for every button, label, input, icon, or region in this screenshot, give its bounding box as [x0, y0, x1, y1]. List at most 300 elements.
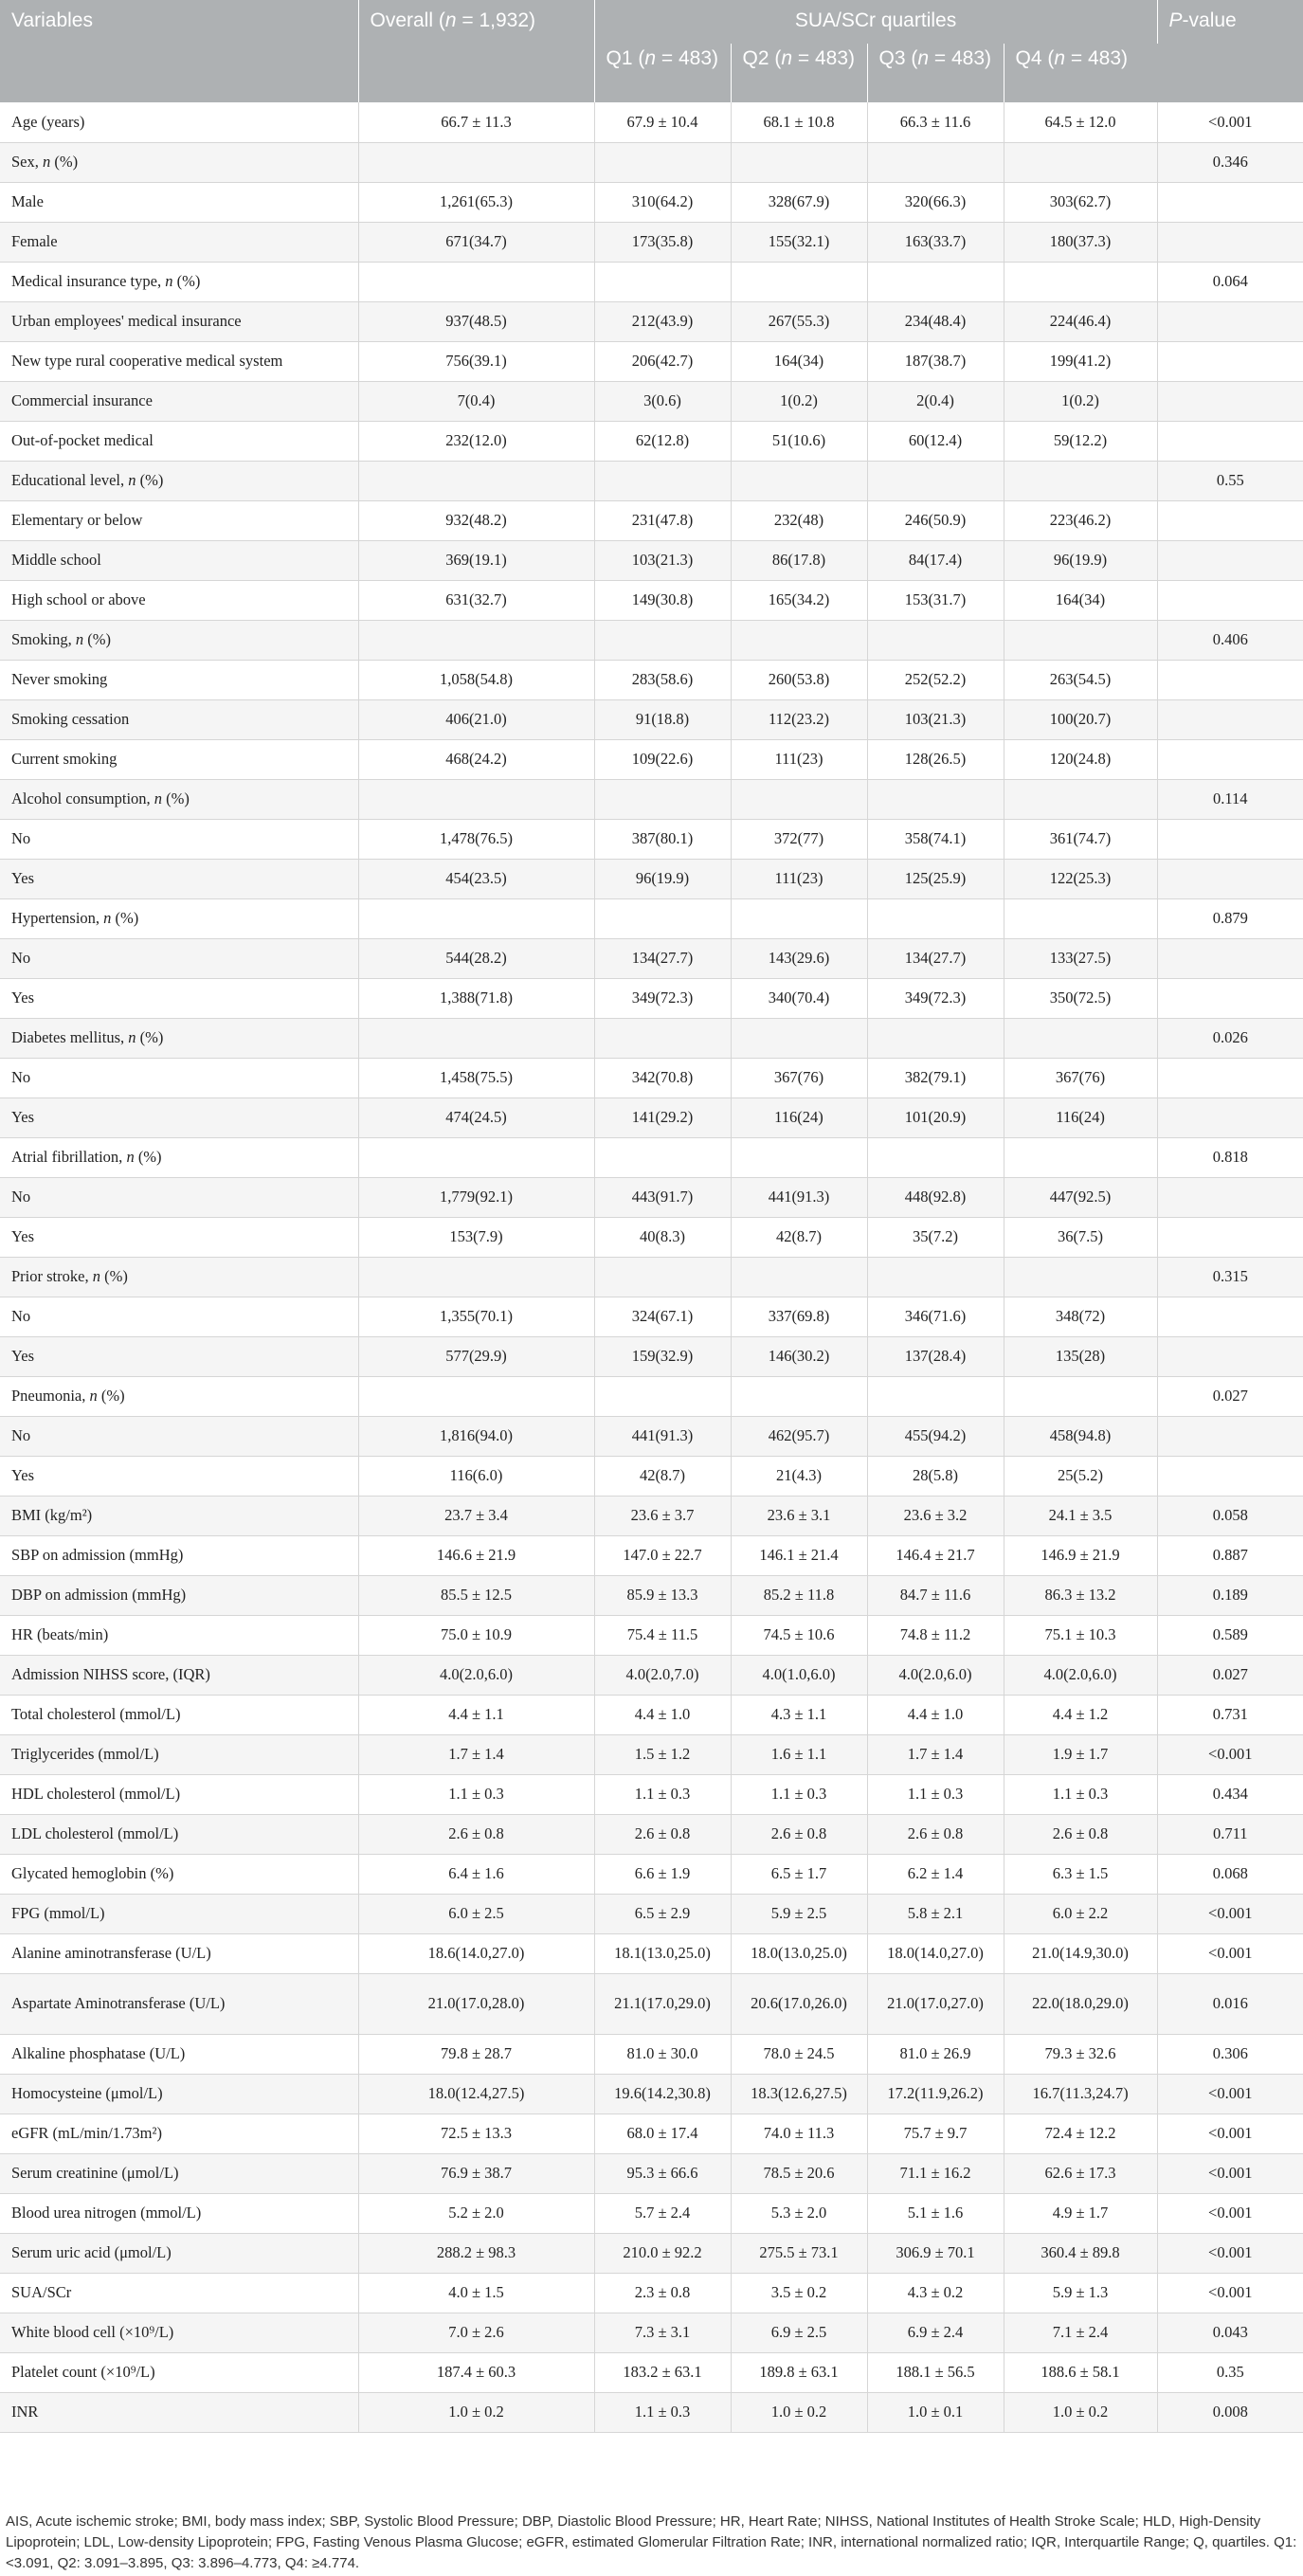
q3-cell: 163(33.7)	[867, 222, 1004, 262]
table-row	[0, 1535, 1303, 1575]
variable-cell: New type rural cooperative medical system	[0, 341, 358, 381]
q2-cell: 68.1 ± 10.8	[731, 102, 867, 142]
q4-cell: 1.9 ± 1.7	[1004, 1734, 1157, 1774]
variable-cell: No	[0, 1297, 358, 1336]
q1-cell: 173(35.8)	[594, 222, 731, 262]
overall-cell: 85.5 ± 12.5	[358, 1575, 594, 1615]
p-value-cell: 0.711	[1157, 1814, 1303, 1854]
p-value-cell: <0.001	[1157, 2113, 1303, 2153]
overall-cell: 406(21.0)	[358, 699, 594, 739]
p-value-cell: <0.001	[1157, 2233, 1303, 2273]
table-footnote: AIS, Acute ischemic stroke; BMI, body mass index; SBP, Systolic Blood Pressure; DBP, Diastolic Blood Pressure; HR, Heart Rate; NIHSS, National Institutes of Health Stroke Scale; HLD, High-Density Lipoprotein; LDL, Low-density Lipoprotein; FPG, Fasting Venous Plasma Glucose; eGFR, estimated Glomerular Filtration Rate; INR, international normalized ratio; IQR, Interquartile Range; Q, quartiles. Q1: <3.091, Q2: 3.091–3.895, Q3: 3.896–4.773, Q4: ≥4.774.	[6, 2513, 1297, 2571]
table-row	[0, 341, 1303, 381]
q1-cell: 85.9 ± 13.3	[594, 1575, 731, 1615]
q3-cell: 234(48.4)	[867, 301, 1004, 341]
q2-cell	[731, 620, 867, 660]
table-row	[0, 2392, 1303, 2432]
q2-cell: 5.3 ± 2.0	[731, 2193, 867, 2233]
variable-cell: FPG (mmol/L)	[0, 1894, 358, 1933]
overall-cell: 79.8 ± 28.7	[358, 2034, 594, 2074]
q3-cell: 1.7 ± 1.4	[867, 1734, 1004, 1774]
q2-cell: 85.2 ± 11.8	[731, 1575, 867, 1615]
table-row	[0, 938, 1303, 978]
q2-cell: 18.3(12.6,27.5)	[731, 2074, 867, 2113]
q3-cell: 84.7 ± 11.6	[867, 1575, 1004, 1615]
q4-cell: 303(62.7)	[1004, 182, 1157, 222]
variable-cell: Sex, n (%)	[0, 142, 358, 182]
p-value-cell: <0.001	[1157, 1734, 1303, 1774]
q4-cell	[1004, 461, 1157, 500]
q4-cell: 4.0(2.0,6.0)	[1004, 1655, 1157, 1695]
q1-cell	[594, 898, 731, 938]
q4-cell: 5.9 ± 1.3	[1004, 2273, 1157, 2313]
q2-cell: 275.5 ± 73.1	[731, 2233, 867, 2273]
q4-cell: 1.1 ± 0.3	[1004, 1774, 1157, 1814]
q1-cell: 23.6 ± 3.7	[594, 1496, 731, 1535]
q1-cell: 4.4 ± 1.0	[594, 1695, 731, 1734]
overall-cell: 75.0 ± 10.9	[358, 1615, 594, 1655]
variable-cell: Out-of-pocket medical	[0, 421, 358, 461]
q3-cell: 4.0(2.0,6.0)	[867, 1655, 1004, 1695]
q1-cell: 4.0(2.0,7.0)	[594, 1655, 731, 1695]
table-row	[0, 699, 1303, 739]
overall-cell: 187.4 ± 60.3	[358, 2352, 594, 2392]
q3-cell	[867, 898, 1004, 938]
q3-cell: 134(27.7)	[867, 938, 1004, 978]
p-value-cell	[1157, 500, 1303, 540]
overall-cell: 6.0 ± 2.5	[358, 1894, 594, 1933]
q4-cell: 79.3 ± 32.6	[1004, 2034, 1157, 2074]
q1-cell	[594, 142, 731, 182]
variable-cell: DBP on admission (mmHg)	[0, 1575, 358, 1615]
variable-cell: No	[0, 938, 358, 978]
q3-cell	[867, 620, 1004, 660]
overall-cell: 1,261(65.3)	[358, 182, 594, 222]
overall-cell: 72.5 ± 13.3	[358, 2113, 594, 2153]
q4-cell: 133(27.5)	[1004, 938, 1157, 978]
p-value-cell: 0.315	[1157, 1257, 1303, 1297]
q4-cell: 447(92.5)	[1004, 1177, 1157, 1217]
overall-cell: 4.0 ± 1.5	[358, 2273, 594, 2313]
p-value-cell	[1157, 1297, 1303, 1336]
table-row	[0, 779, 1303, 819]
q2-cell: 328(67.9)	[731, 182, 867, 222]
table-row	[0, 859, 1303, 898]
q1-cell: 68.0 ± 17.4	[594, 2113, 731, 2153]
q2-cell: 155(32.1)	[731, 222, 867, 262]
q3-cell: 21.0(17.0,27.0)	[867, 1973, 1004, 2034]
p-value-cell: 0.879	[1157, 898, 1303, 938]
q3-cell: 349(72.3)	[867, 978, 1004, 1018]
overall-cell: 544(28.2)	[358, 938, 594, 978]
overall-cell: 369(19.1)	[358, 540, 594, 580]
table-row	[0, 540, 1303, 580]
p-value-cell	[1157, 222, 1303, 262]
p-value-cell: 0.189	[1157, 1575, 1303, 1615]
q2-cell: 78.5 ± 20.6	[731, 2153, 867, 2193]
variable-cell: Admission NIHSS score, (IQR)	[0, 1655, 358, 1695]
overall-cell: 5.2 ± 2.0	[358, 2193, 594, 2233]
p-value-cell: 0.043	[1157, 2313, 1303, 2352]
variable-cell: Male	[0, 182, 358, 222]
variable-cell: Smoking, n (%)	[0, 620, 358, 660]
q1-cell: 342(70.8)	[594, 1058, 731, 1098]
q2-cell: 1(0.2)	[731, 381, 867, 421]
q1-cell: 62(12.8)	[594, 421, 731, 461]
q3-cell: 146.4 ± 21.7	[867, 1535, 1004, 1575]
p-value-cell	[1157, 381, 1303, 421]
q3-cell: 5.1 ± 1.6	[867, 2193, 1004, 2233]
q1-cell: 91(18.8)	[594, 699, 731, 739]
table-row	[0, 1774, 1303, 1814]
variable-cell: Yes	[0, 1456, 358, 1496]
variable-cell: INR	[0, 2392, 358, 2432]
q4-cell: 86.3 ± 13.2	[1004, 1575, 1157, 1615]
overall-cell: 1.7 ± 1.4	[358, 1734, 594, 1774]
q4-cell: 16.7(11.3,24.7)	[1004, 2074, 1157, 2113]
q3-cell: 84(17.4)	[867, 540, 1004, 580]
table-row	[0, 2193, 1303, 2233]
p-value-cell: 0.114	[1157, 779, 1303, 819]
q4-cell: 2.6 ± 0.8	[1004, 1814, 1157, 1854]
overall-cell: 1,388(71.8)	[358, 978, 594, 1018]
q1-cell: 212(43.9)	[594, 301, 731, 341]
q1-cell: 109(22.6)	[594, 739, 731, 779]
q2-cell: 189.8 ± 63.1	[731, 2352, 867, 2392]
q1-cell: 81.0 ± 30.0	[594, 2034, 731, 2074]
q2-cell: 20.6(17.0,26.0)	[731, 1973, 867, 2034]
p-value-cell: 0.068	[1157, 1854, 1303, 1894]
p-value-cell	[1157, 859, 1303, 898]
q2-cell: 5.9 ± 2.5	[731, 1894, 867, 1933]
overall-cell: 76.9 ± 38.7	[358, 2153, 594, 2193]
overall-cell: 146.6 ± 21.9	[358, 1535, 594, 1575]
p-value-cell: <0.001	[1157, 2273, 1303, 2313]
q3-cell	[867, 1018, 1004, 1058]
q2-cell: 74.5 ± 10.6	[731, 1615, 867, 1655]
p-value-cell: 0.887	[1157, 1535, 1303, 1575]
p-value-cell	[1157, 1217, 1303, 1257]
q4-cell: 361(74.7)	[1004, 819, 1157, 859]
q4-cell: 350(72.5)	[1004, 978, 1157, 1018]
overall-cell: 7.0 ± 2.6	[358, 2313, 594, 2352]
q4-cell: 62.6 ± 17.3	[1004, 2153, 1157, 2193]
overall-cell: 23.7 ± 3.4	[358, 1496, 594, 1535]
q1-cell: 310(64.2)	[594, 182, 731, 222]
overall-cell	[358, 1376, 594, 1416]
q1-cell: 21.1(17.0,29.0)	[594, 1973, 731, 2034]
q4-cell: 263(54.5)	[1004, 660, 1157, 699]
variable-cell: Middle school	[0, 540, 358, 580]
q3-cell	[867, 461, 1004, 500]
variable-cell: No	[0, 1177, 358, 1217]
q2-cell: 74.0 ± 11.3	[731, 2113, 867, 2153]
variable-cell: Current smoking	[0, 739, 358, 779]
table-row	[0, 898, 1303, 938]
variable-cell: Alcohol consumption, n (%)	[0, 779, 358, 819]
q4-cell: 64.5 ± 12.0	[1004, 102, 1157, 142]
q3-cell	[867, 262, 1004, 301]
table-row	[0, 739, 1303, 779]
p-value-cell: 0.306	[1157, 2034, 1303, 2074]
q4-cell: 22.0(18.0,29.0)	[1004, 1973, 1157, 2034]
q3-cell: 66.3 ± 11.6	[867, 102, 1004, 142]
p-value-cell: 0.589	[1157, 1615, 1303, 1655]
table-row	[0, 1217, 1303, 1257]
p-value-cell	[1157, 1058, 1303, 1098]
p-value-cell	[1157, 540, 1303, 580]
p-value-cell: 0.026	[1157, 1018, 1303, 1058]
q2-cell: 42(8.7)	[731, 1217, 867, 1257]
variable-cell: No	[0, 1416, 358, 1456]
q4-cell: 224(46.4)	[1004, 301, 1157, 341]
q1-cell: 67.9 ± 10.4	[594, 102, 731, 142]
p-value-cell: 0.406	[1157, 620, 1303, 660]
table-row	[0, 1416, 1303, 1456]
overall-cell: 153(7.9)	[358, 1217, 594, 1257]
overall-cell: 66.7 ± 11.3	[358, 102, 594, 142]
table-row	[0, 262, 1303, 301]
q2-cell: 1.1 ± 0.3	[731, 1774, 867, 1814]
q4-cell: 180(37.3)	[1004, 222, 1157, 262]
table-row	[0, 1655, 1303, 1695]
q1-cell: 134(27.7)	[594, 938, 731, 978]
q2-cell: 6.5 ± 1.7	[731, 1854, 867, 1894]
q4-cell	[1004, 779, 1157, 819]
variable-cell: Yes	[0, 859, 358, 898]
p-value-cell	[1157, 1336, 1303, 1376]
q4-cell	[1004, 898, 1157, 938]
q2-cell: 164(34)	[731, 341, 867, 381]
q2-cell: 441(91.3)	[731, 1177, 867, 1217]
table-row	[0, 1058, 1303, 1098]
q2-cell: 260(53.8)	[731, 660, 867, 699]
overall-cell	[358, 898, 594, 938]
variable-cell: Yes	[0, 1217, 358, 1257]
q4-cell: 24.1 ± 3.5	[1004, 1496, 1157, 1535]
variable-cell: Aspartate Aminotransferase (U/L)	[0, 1973, 358, 2034]
overall-cell: 468(24.2)	[358, 739, 594, 779]
p-value-cell: <0.001	[1157, 2074, 1303, 2113]
variable-cell: Elementary or below	[0, 500, 358, 540]
header-q3: Q3 (n = 483)	[867, 44, 1004, 102]
q1-cell: 1.1 ± 0.3	[594, 2392, 731, 2432]
p-value-cell	[1157, 739, 1303, 779]
q2-cell: 367(76)	[731, 1058, 867, 1098]
header-quartiles-group: SUA/SCr quartiles	[594, 0, 1157, 44]
q1-cell: 18.1(13.0,25.0)	[594, 1933, 731, 1973]
q4-cell: 75.1 ± 10.3	[1004, 1615, 1157, 1655]
overall-cell: 454(23.5)	[358, 859, 594, 898]
variable-cell: Urban employees' medical insurance	[0, 301, 358, 341]
q3-cell: 1.1 ± 0.3	[867, 1774, 1004, 1814]
q3-cell: 137(28.4)	[867, 1336, 1004, 1376]
variable-cell: Triglycerides (mmol/L)	[0, 1734, 358, 1774]
q2-cell: 4.0(1.0,6.0)	[731, 1655, 867, 1695]
q3-cell: 23.6 ± 3.2	[867, 1496, 1004, 1535]
q1-cell: 103(21.3)	[594, 540, 731, 580]
p-value-cell	[1157, 421, 1303, 461]
q3-cell: 4.3 ± 0.2	[867, 2273, 1004, 2313]
q2-cell	[731, 1376, 867, 1416]
variable-cell: Serum uric acid (μmol/L)	[0, 2233, 358, 2273]
q3-cell	[867, 779, 1004, 819]
q3-cell: 2.6 ± 0.8	[867, 1814, 1004, 1854]
q3-cell: 246(50.9)	[867, 500, 1004, 540]
q3-cell: 103(21.3)	[867, 699, 1004, 739]
overall-cell: 1,355(70.1)	[358, 1297, 594, 1336]
overall-cell: 288.2 ± 98.3	[358, 2233, 594, 2273]
overall-cell	[358, 142, 594, 182]
q4-cell: 1.0 ± 0.2	[1004, 2392, 1157, 2432]
variable-cell: Educational level, n (%)	[0, 461, 358, 500]
q1-cell: 349(72.3)	[594, 978, 731, 1018]
p-value-cell: 0.027	[1157, 1376, 1303, 1416]
q3-cell: 187(38.7)	[867, 341, 1004, 381]
variable-cell: Never smoking	[0, 660, 358, 699]
variable-cell: SBP on admission (mmHg)	[0, 1535, 358, 1575]
q1-cell: 75.4 ± 11.5	[594, 1615, 731, 1655]
q1-cell: 206(42.7)	[594, 341, 731, 381]
q3-cell: 60(12.4)	[867, 421, 1004, 461]
q1-cell	[594, 779, 731, 819]
variable-cell: No	[0, 819, 358, 859]
p-value-cell	[1157, 978, 1303, 1018]
overall-cell: 1.0 ± 0.2	[358, 2392, 594, 2432]
q4-cell: 120(24.8)	[1004, 739, 1157, 779]
q1-cell	[594, 1257, 731, 1297]
variable-cell: Age (years)	[0, 102, 358, 142]
overall-cell: 1.1 ± 0.3	[358, 1774, 594, 1814]
overall-cell	[358, 620, 594, 660]
q3-cell: 188.1 ± 56.5	[867, 2352, 1004, 2392]
q1-cell: 183.2 ± 63.1	[594, 2352, 731, 2392]
q1-cell: 6.5 ± 2.9	[594, 1894, 731, 1933]
q1-cell: 95.3 ± 66.6	[594, 2153, 731, 2193]
q4-cell: 4.9 ± 1.7	[1004, 2193, 1157, 2233]
overall-cell: 6.4 ± 1.6	[358, 1854, 594, 1894]
q4-cell: 36(7.5)	[1004, 1217, 1157, 1257]
q3-cell: 382(79.1)	[867, 1058, 1004, 1098]
q1-cell: 441(91.3)	[594, 1416, 731, 1456]
q4-cell	[1004, 262, 1157, 301]
q3-cell: 74.8 ± 11.2	[867, 1615, 1004, 1655]
q3-cell	[867, 1376, 1004, 1416]
q2-cell: 111(23)	[731, 859, 867, 898]
overall-cell	[358, 262, 594, 301]
q4-cell: 116(24)	[1004, 1098, 1157, 1137]
q1-cell: 2.3 ± 0.8	[594, 2273, 731, 2313]
overall-cell: 4.0(2.0,6.0)	[358, 1655, 594, 1695]
table-row	[0, 1137, 1303, 1177]
overall-cell: 671(34.7)	[358, 222, 594, 262]
q2-cell: 86(17.8)	[731, 540, 867, 580]
header-q2: Q2 (n = 483)	[731, 44, 867, 102]
overall-cell: 937(48.5)	[358, 301, 594, 341]
q2-cell: 3.5 ± 0.2	[731, 2273, 867, 2313]
q3-cell: 6.2 ± 1.4	[867, 1854, 1004, 1894]
p-value-cell: 0.731	[1157, 1695, 1303, 1734]
q3-cell: 320(66.3)	[867, 182, 1004, 222]
q4-cell: 122(25.3)	[1004, 859, 1157, 898]
q4-cell: 360.4 ± 89.8	[1004, 2233, 1157, 2273]
q2-cell: 111(23)	[731, 739, 867, 779]
overall-cell: 1,058(54.8)	[358, 660, 594, 699]
q2-cell: 6.9 ± 2.5	[731, 2313, 867, 2352]
p-value-cell: <0.001	[1157, 1894, 1303, 1933]
q2-cell: 4.3 ± 1.1	[731, 1695, 867, 1734]
table-row	[0, 2313, 1303, 2352]
p-value-cell: 0.55	[1157, 461, 1303, 500]
overall-cell: 232(12.0)	[358, 421, 594, 461]
table-row	[0, 1257, 1303, 1297]
q4-cell: 25(5.2)	[1004, 1456, 1157, 1496]
overall-cell: 932(48.2)	[358, 500, 594, 540]
q3-cell	[867, 142, 1004, 182]
q4-cell: 21.0(14.9,30.0)	[1004, 1933, 1157, 1973]
p-value-cell: 0.027	[1157, 1655, 1303, 1695]
p-value-cell	[1157, 341, 1303, 381]
q3-cell: 1.0 ± 0.1	[867, 2392, 1004, 2432]
p-value-cell: 0.058	[1157, 1496, 1303, 1535]
q1-cell: 141(29.2)	[594, 1098, 731, 1137]
table-row	[0, 978, 1303, 1018]
p-value-cell	[1157, 1177, 1303, 1217]
q4-cell: 4.4 ± 1.2	[1004, 1695, 1157, 1734]
variable-cell: Yes	[0, 1098, 358, 1137]
variable-cell: HDL cholesterol (mmol/L)	[0, 1774, 358, 1814]
table-row	[0, 421, 1303, 461]
overall-cell: 2.6 ± 0.8	[358, 1814, 594, 1854]
table-row	[0, 500, 1303, 540]
q4-cell: 458(94.8)	[1004, 1416, 1157, 1456]
overall-cell: 1,478(76.5)	[358, 819, 594, 859]
variable-cell: eGFR (mL/min/1.73m²)	[0, 2113, 358, 2153]
q4-cell	[1004, 1257, 1157, 1297]
variable-cell: Glycated hemoglobin (%)	[0, 1854, 358, 1894]
q3-cell: 71.1 ± 16.2	[867, 2153, 1004, 2193]
q2-cell: 18.0(13.0,25.0)	[731, 1933, 867, 1973]
variable-cell: HR (beats/min)	[0, 1615, 358, 1655]
q2-cell	[731, 1018, 867, 1058]
q4-cell	[1004, 1376, 1157, 1416]
variable-cell: Atrial fibrillation, n (%)	[0, 1137, 358, 1177]
q2-cell: 21(4.3)	[731, 1456, 867, 1496]
q4-cell: 348(72)	[1004, 1297, 1157, 1336]
q1-cell	[594, 1137, 731, 1177]
q3-cell: 6.9 ± 2.4	[867, 2313, 1004, 2352]
p-value-cell: 0.434	[1157, 1774, 1303, 1814]
variable-cell: No	[0, 1058, 358, 1098]
q3-cell: 5.8 ± 2.1	[867, 1894, 1004, 1933]
q2-cell: 23.6 ± 3.1	[731, 1496, 867, 1535]
overall-cell: 7(0.4)	[358, 381, 594, 421]
p-value-cell: 0.008	[1157, 2392, 1303, 2432]
q4-cell: 96(19.9)	[1004, 540, 1157, 580]
variable-cell: Alanine aminotransferase (U/L)	[0, 1933, 358, 1973]
q2-cell: 2.6 ± 0.8	[731, 1814, 867, 1854]
q3-cell: 4.4 ± 1.0	[867, 1695, 1004, 1734]
header-variables: Variables	[0, 0, 358, 102]
q1-cell: 159(32.9)	[594, 1336, 731, 1376]
q2-cell	[731, 898, 867, 938]
q2-cell: 462(95.7)	[731, 1416, 867, 1456]
table-row	[0, 2113, 1303, 2153]
q2-cell: 1.6 ± 1.1	[731, 1734, 867, 1774]
p-value-cell: 0.35	[1157, 2352, 1303, 2392]
p-value-cell: <0.001	[1157, 102, 1303, 142]
q3-cell: 17.2(11.9,26.2)	[867, 2074, 1004, 2113]
